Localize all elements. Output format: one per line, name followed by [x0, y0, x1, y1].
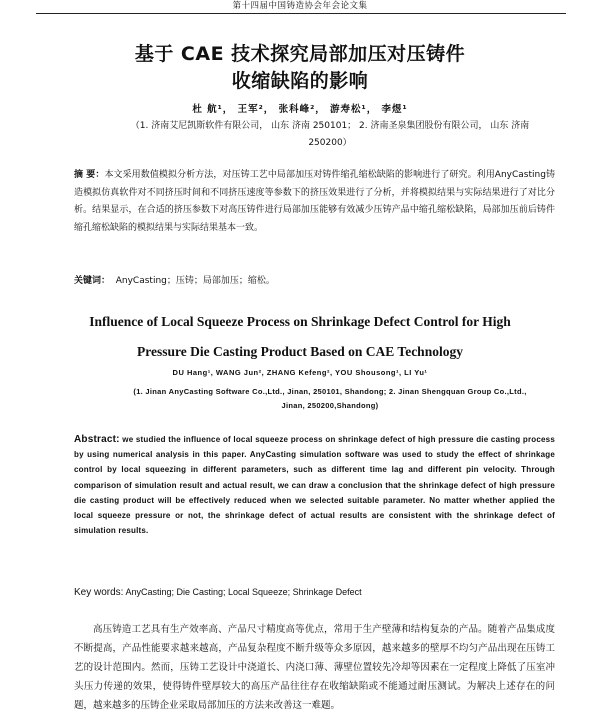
title-en-line1: Influence of Local Squeeze Process on Shrinkage Defect Control for High [89, 314, 511, 329]
affiliations-en: (1. Jinan AnyCasting Software Co.,Ltd., Jinan, 250101, Shandong; 2. Jinan Shengquan Group Co.,Ltd., Jinan, 250200,Shandong) [133, 387, 527, 410]
abstract-en [74, 432, 555, 538]
abstract-cn-text: 本文采用数值模拟分析方法，对压铸工艺中局部加压对铸件缩孔缩松缺陷的影响进行了研究。利用AnyCasting铸造模拟仿真软件对不同挤压时间和不同挤压速度等参数下的挤压效果进行了分析，并将模拟结果与实际结果进行了对比分析。结果显示，在合适的挤压参数下对高压铸件进行局部加压能够有效减少压铸产品中缩孔缩松缺陷，局部加压前后铸件缩孔缩松缺陷的模拟结果与实际结果基本一致。 [74, 170, 556, 233]
keywords-en-label: Key words: [74, 587, 124, 598]
keywords-en [74, 587, 555, 598]
authors-cn: 杜 航¹， 王军²， 张科峰²， 游寿松¹， 李煜¹ [192, 104, 408, 115]
affiliations-cn: （1. 济南艾尼凯斯软件有限公司， 山东 济南 250101； 2. 济南圣泉集团股份有限公司， 山东 济南 250200） [130, 121, 530, 148]
title-cn-line1: 基于 CAE 技术探究局部加压对压铸件 [134, 43, 466, 65]
keywords-cn-text: AnyCasting；压铸；局部加压；缩松。 [115, 276, 275, 286]
header-rule [36, 13, 566, 14]
abstract-en-text: we studied the influence of local squeeze process on shrinkage defect of high pressure die casting process by using numerical analysis in this paper. AnyCasting simulation software was used to study the effect of shrinkage control by local squeezing in different parameters, such as different time lag and different pin velocity. Through comparison of simulation result and actual result, we can draw a conclusion that the shrinkage defect of high pressure die casting product will be effectively reduced when we selected suitable parameter. No matter whether applied the local squeeze pressure or not, the shrinkage defect of actual results are consistent with the shrinkage defect of simulation results. [74, 435, 555, 536]
abstract-en-label: Abstract: [74, 434, 120, 445]
authors-en: DU Hang¹, WANG Jun², ZHANG Kefeng², YOU Shousong¹, LI Yu¹ [172, 368, 428, 377]
body-paragraph: 高压铸造工艺具有生产效率高、产品尺寸精度高等优点，常用于生产壁薄和结构复杂的产品。随着产品集成度不断提高，产品性能要求越来越高，产品复杂程度不断升级等众多原因，越来越多的壁厚不均匀产品出现在压铸工艺的设计范围内。然而，压铸工艺设计中浇道长、内浇口薄、薄壁位置较先冷却等因素在一定程度上降低了压室冲头压力传递的效果，使得铸件壁厚较大的高压产品往往存在收缩缺陷或不能通过耐压测试。为解决上述存在的问题，越来越多的压铸企业采取局部加压的方法来改善这一难题。 [74, 624, 555, 711]
keywords-cn [74, 273, 555, 286]
keywords-cn-label: 关键词： [74, 276, 111, 286]
running-header: 第十四届中国铸造协会年会论文集 [232, 1, 368, 11]
abstract-cn [74, 167, 555, 237]
abstract-cn-label: 摘 要： [74, 170, 105, 180]
title-cn-line2: 收缩缺陷的影响 [231, 70, 369, 92]
keywords-en-text: AnyCasting; Die Casting; Local Squeeze; Shrinkage Defect [125, 587, 362, 597]
title-en-line2: Pressure Die Casting Product Based on CAE Technology [137, 344, 463, 359]
